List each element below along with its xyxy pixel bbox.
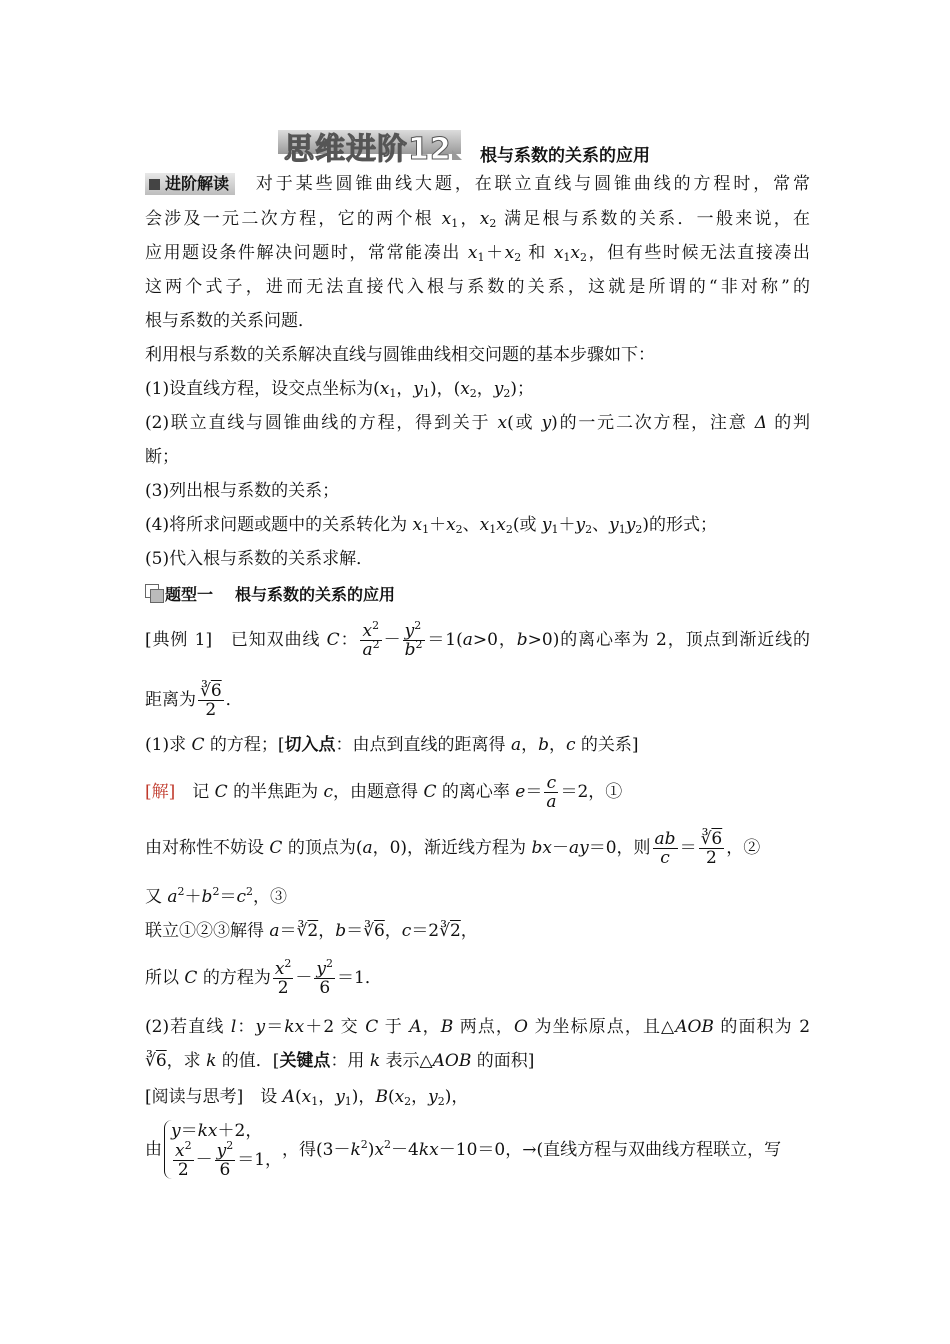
square-icon xyxy=(149,179,160,190)
section-heading: 题型一 根与系数的关系的应用 xyxy=(145,583,810,607)
step-1: (1)设直线方程，设交点坐标为($x_1$，$y_1$)，($x_2$，$y_2$)； xyxy=(145,379,535,400)
reading-line: [阅读与思考] 设 $A(x_1$，$y_1$)，$B(x_2$，$y_2$)， xyxy=(145,1087,469,1108)
solution-line-5: 所以 C 的方程为 $\frac{x^2}{2}$ － $\frac{y^2}{6}$ ＝1． xyxy=(145,957,382,998)
fraction-y2-b2: $\frac{y^2}{b^2}$ xyxy=(404,619,423,660)
fraction-root6-2: $\frac{∛6}{2}$ xyxy=(200,681,222,720)
fraction-y2-6: $\frac{y^2}{6}$ xyxy=(316,957,334,998)
title-banner xyxy=(278,124,461,167)
solution-line-1: [解] 记 C 的半焦距为 c，由题意得 C 的离心率 e＝ $\frac{c}{a}$ ＝2，① xyxy=(145,773,623,812)
page-subtitle: 根与系数的关系的应用 xyxy=(480,146,650,166)
intro-line-5: 根与系数的关系问题． xyxy=(145,311,315,331)
step-5: (5)代入根与系数的关系求解． xyxy=(145,549,374,569)
fraction-root6-2b: $\frac{∛6}{2}$ xyxy=(700,829,723,868)
intro-tag: 进阶解读 xyxy=(145,173,235,195)
intro-line-1: 进阶解读 对于某些圆锥曲线大题，在联立直线与圆锥曲线的方程时，常常 xyxy=(145,172,810,196)
fraction-ab-c: $\frac{ab}{c}$ xyxy=(654,829,676,868)
fraction-x2-a2: $\frac{x^2}{a^2}$ xyxy=(362,619,380,660)
step-3: (3)列出根与系数的关系； xyxy=(145,481,340,501)
solution-line-2: 由对称性不妨设 C 的顶点为(a，0)，渐近线方程为 bx－ay＝0，则 $\frac{ab}{c}$ ＝ $\frac{∛6}{2}$ ，② xyxy=(145,829,761,868)
question-2-line-1: (2)若直线 l：y＝kx＋2 交 C 于 A，B 两点，O 为坐标原点，且△AOB 的面积为 2 xyxy=(145,1017,811,1037)
step-2-cont: 断； xyxy=(145,447,179,467)
intro-line-6: 利用根与系数的关系解决直线与圆锥曲线相交问题的基本步骤如下： xyxy=(145,345,655,365)
fraction-c-a: $\frac{c}{a}$ xyxy=(546,773,557,812)
example-1-line-2: 距离为 $\frac{∛6}{2}$ ． xyxy=(145,681,243,720)
intro-line-4: 这两个式子，进而无法直接代入根与系数的关系，这就是所谓的“非对称”的 xyxy=(145,277,810,297)
solution-line-4: 联立①②③解得 a＝∛2，b＝∛6，c＝2∛2， xyxy=(145,921,478,941)
solution-label: [解] xyxy=(145,782,176,802)
equation-system: y＝kx＋2， $\frac{x^2}{2}$ － $\frac{y^2}{6}$ ＝1， xyxy=(164,1120,282,1179)
step-2: (2)联立直线与圆锥曲线的方程，得到关于 x(或 y)的一元二次方程，注意 Δ 的判 xyxy=(145,413,810,433)
fraction-x2-2: $\frac{x^2}{2}$ xyxy=(274,957,292,998)
solution-line-3: 又 $a^2+b^2=c^2$，③ xyxy=(145,885,287,907)
banner-title: 思维进阶12 xyxy=(284,132,452,167)
banner-tail xyxy=(452,150,462,160)
system-line: 由 y＝kx＋2， $\frac{x^2}{2}$ － $\frac{y^2}{6}$ ＝1， ，得$(3-k^2)x^2-4kx-10=0$，→(直线方程与双曲线方程联立，写 xyxy=(145,1121,782,1180)
step-4: (4)将所求问题或题中的关系转化为 $x_1+x_2$、$x_1x_2$(或 $y_1+y_2$、$y_1y_2$)的形式； xyxy=(145,515,717,536)
question-1: (1)求 C 的方程；[切入点：由点到直线的距离得 a，b，c 的关系] xyxy=(145,735,639,755)
question-type-icon xyxy=(145,584,163,602)
example-label: [典例 1] xyxy=(145,630,213,650)
question-2-line-2: ∛6，求 k 的值．[关键点：用 k 表示△AOB 的面积] xyxy=(145,1051,535,1071)
intro-line-3: 应用题设条件解决问题时，常常能凑出 $x_1+x_2$ 和 $x_1x_2$，但有些时候无法直接凑出 xyxy=(145,243,811,264)
intro-line-2: 会涉及一元二次方程，它的两个根 $x_1$，$x_2$ 满足根与系数的关系．一般来说，在 xyxy=(145,209,810,230)
example-1-line-1: [典例 1] 已知双曲线 C： $\frac{x^2}{a^2}$ － $\frac{y^2}{b^2}$ ＝1(a>0，b>0)的离心率为 2，顶点到渐近线的 xyxy=(145,619,811,660)
